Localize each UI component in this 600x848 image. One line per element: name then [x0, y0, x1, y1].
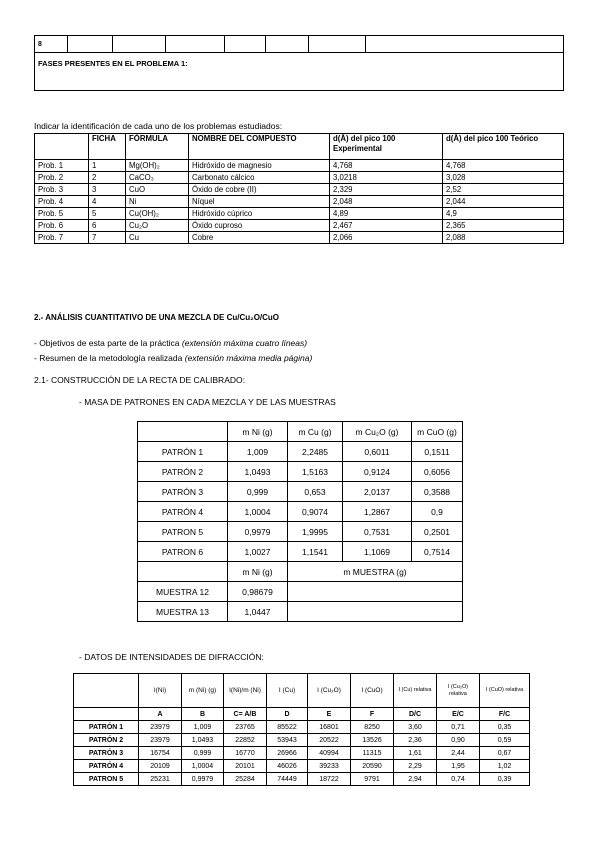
table-row [74, 760, 530, 773]
cell: 0,999 [228, 482, 288, 502]
code-cell: D [267, 708, 308, 721]
cell: 39233 [308, 760, 351, 773]
cell: 0,7531 [343, 522, 412, 542]
table-row [35, 172, 564, 184]
cell: 1,61 [394, 747, 437, 760]
table-row [35, 196, 564, 208]
header-cell: I (Cu) [267, 674, 308, 708]
cell: 0,74 [437, 773, 480, 786]
header-cell [35, 134, 89, 160]
cell: 85522 [267, 721, 308, 734]
table-row [138, 522, 463, 542]
cell: PATRON 5 [74, 773, 139, 786]
cell: 1,0004 [228, 502, 288, 522]
empty-cell [166, 36, 225, 53]
cell: PATRÓN 2 [74, 734, 139, 747]
cell: 23765 [224, 721, 267, 734]
header-cell: d(Å) del pico 100 Teórico [443, 134, 564, 160]
cell: PATRON 5 [138, 522, 228, 542]
header-cell: I (Cu₂O) relativa [437, 674, 480, 708]
cell: 2,52 [443, 184, 564, 196]
table-row [74, 734, 530, 747]
cell: Carbonato cálcico [189, 172, 330, 184]
cell: 4,89 [330, 208, 443, 220]
table-row [74, 721, 530, 734]
empty-cell [366, 36, 564, 53]
header-cell: m MUESTRA (g) [288, 562, 463, 582]
table-header-row [138, 422, 463, 442]
cell: Cu [126, 232, 189, 244]
cell: Prob. 4 [35, 196, 89, 208]
cell: Ni [126, 196, 189, 208]
code-cell: F [351, 708, 394, 721]
table-header-row [35, 134, 564, 160]
empty-cell [225, 36, 266, 53]
header-cell [138, 422, 228, 442]
cell: 2,0137 [343, 482, 412, 502]
code-cell: F/C [480, 708, 530, 721]
cell: 1,0004 [182, 760, 224, 773]
cell: Cobre [189, 232, 330, 244]
table-row [138, 582, 463, 602]
header-cell: m Cu (g) [288, 422, 343, 442]
cell: 2,44 [437, 747, 480, 760]
cell: 26966 [267, 747, 308, 760]
table-row [35, 184, 564, 196]
cell: 4,768 [330, 160, 443, 172]
cell: 0,9979 [228, 522, 288, 542]
cell: 2,467 [330, 220, 443, 232]
row-number-cell: 8 [35, 36, 68, 53]
cell: 3 [89, 184, 126, 196]
cell: 20522 [308, 734, 351, 747]
cell: 1,0027 [228, 542, 288, 562]
header-cell: FÓRMULA [126, 134, 189, 160]
header-cell: d(Å) del pico 100 Experimental [330, 134, 443, 160]
cell: 1,95 [437, 760, 480, 773]
cell: MUESTRA 12 [138, 582, 228, 602]
header-cell: I(Ni) [139, 674, 182, 708]
cell: PATRÓN 1 [138, 442, 228, 462]
cell: 0,59 [480, 734, 530, 747]
code-cell [74, 708, 139, 721]
identification-intro: Indicar la identificación de cada uno de los problemas estudiados: [34, 121, 283, 131]
cell: 0,71 [437, 721, 480, 734]
cell: 3,028 [443, 172, 564, 184]
cell: 1,9995 [288, 522, 343, 542]
cell: PATRÓN 3 [74, 747, 139, 760]
code-cell: B [182, 708, 224, 721]
cell: MUESTRA 13 [138, 602, 228, 622]
empty-cell [309, 36, 366, 53]
table-row [35, 160, 564, 172]
cell: 1,0493 [228, 462, 288, 482]
cell: 13526 [351, 734, 394, 747]
objectives-line [34, 338, 307, 348]
cell: 2,088 [443, 232, 564, 244]
objectives-text: - Objetivos de esta parte de la práctica [34, 338, 182, 348]
table-row [74, 747, 530, 760]
cell: PATRON 6 [138, 542, 228, 562]
section-title: 2.- ANÁLISIS CUANTITATIVO DE UNA MEZCLA DE Cu/Cu₂O/CuO [34, 313, 280, 322]
header-cell: NOMBRE DEL COMPUESTO [189, 134, 330, 160]
cell: Prob. 2 [35, 172, 89, 184]
diffraction-heading: - DATOS DE INTENSIDADES DE DIFRACCIÓN: [79, 652, 264, 662]
cell: 0,7514 [412, 542, 463, 562]
subsection-title: 2.1- CONSTRUCCIÓN DE LA RECTA DE CALIBRADO: [34, 375, 245, 385]
identification-table [34, 133, 564, 244]
cell: 1 [89, 160, 126, 172]
cell: 23979 [139, 721, 182, 734]
cell: 2,044 [443, 196, 564, 208]
cell: Prob. 1 [35, 160, 89, 172]
cell: 1,5163 [288, 462, 343, 482]
cell: Hidróxido cúprico [189, 208, 330, 220]
cell: 40994 [308, 747, 351, 760]
table-header-row [74, 674, 530, 708]
header-cell: m (Ni) (g) [182, 674, 224, 708]
cell: 20590 [351, 760, 394, 773]
cell: 0,9124 [343, 462, 412, 482]
diffraction-table [73, 673, 530, 786]
header-cell: I(Ni)/m (Ni) [224, 674, 267, 708]
cell: 2,048 [330, 196, 443, 208]
cell: 1,009 [228, 442, 288, 462]
cell: 1,2867 [343, 502, 412, 522]
cell: 2,365 [443, 220, 564, 232]
cell: Prob. 5 [35, 208, 89, 220]
header-cell: I (Cu₂O) [308, 674, 351, 708]
cell: 0,98679 [228, 582, 288, 602]
methodology-note: (extensión máxima media página) [184, 353, 313, 363]
cell: 3,0218 [330, 172, 443, 184]
cell: 6 [89, 220, 126, 232]
cell: 0,67 [480, 747, 530, 760]
cell: 20101 [224, 760, 267, 773]
cell: 2,36 [394, 734, 437, 747]
cell: Níquel [189, 196, 330, 208]
cell: 5 [89, 208, 126, 220]
header-cell: I (CuO) [351, 674, 394, 708]
cell: 16754 [139, 747, 182, 760]
cell: 1,02 [480, 760, 530, 773]
phases-label: FASES PRESENTES EN EL PROBLEMA 1: [35, 53, 564, 91]
methodology-line [34, 353, 312, 363]
cell [288, 582, 463, 602]
cell: 2,94 [394, 773, 437, 786]
cell: Cu(OH)₂ [126, 208, 189, 220]
cell: Prob. 3 [35, 184, 89, 196]
cell: Prob. 6 [35, 220, 89, 232]
cell: PATRÓN 1 [74, 721, 139, 734]
cell: Óxido cuproso [189, 220, 330, 232]
code-cell: D/C [394, 708, 437, 721]
cell: PATRÓN 3 [138, 482, 228, 502]
code-cell: A [139, 708, 182, 721]
cell: 0,39 [480, 773, 530, 786]
cell: 8250 [351, 721, 394, 734]
header-cell: I (Cu) relativa [394, 674, 437, 708]
table-row [138, 482, 463, 502]
cell: CuO [126, 184, 189, 196]
cell: Óxido de cobre (II) [189, 184, 330, 196]
sample-header-row [138, 562, 463, 582]
cell: 0,9 [412, 502, 463, 522]
table-row [74, 773, 530, 786]
cell: 53943 [267, 734, 308, 747]
cell: 46026 [267, 760, 308, 773]
code-row [74, 708, 530, 721]
mass-table [137, 421, 463, 622]
table-row [138, 462, 463, 482]
cell: 1,1541 [288, 542, 343, 562]
cell: 1,009 [182, 721, 224, 734]
cell: 16801 [308, 721, 351, 734]
cell: 74449 [267, 773, 308, 786]
empty-cell [113, 36, 166, 53]
cell: 0,6011 [343, 442, 412, 462]
top-table [34, 35, 564, 91]
cell: 4,768 [443, 160, 564, 172]
code-cell: E/C [437, 708, 480, 721]
table-row [138, 602, 463, 622]
cell: CaCO₃ [126, 172, 189, 184]
cell [288, 602, 463, 622]
cell: Mg(OH)₂ [126, 160, 189, 172]
header-cell [138, 562, 228, 582]
code-cell: C= A/B [224, 708, 267, 721]
mass-heading: - MASA DE PATRONES EN CADA MEZCLA Y DE LAS MUESTRAS [79, 397, 336, 407]
table-row [35, 232, 564, 244]
header-cell: FICHA [89, 134, 126, 160]
cell: 0,6056 [412, 462, 463, 482]
empty-cell [266, 36, 309, 53]
table-row [138, 442, 463, 462]
methodology-text: - Resumen de la metodología realizada [34, 353, 185, 363]
cell: 18722 [308, 773, 351, 786]
cell: 4,9 [443, 208, 564, 220]
cell: 3,60 [394, 721, 437, 734]
cell: 9791 [351, 773, 394, 786]
cell: 0,9979 [182, 773, 224, 786]
cell: 0,999 [182, 747, 224, 760]
cell: 7 [89, 232, 126, 244]
header-cell: I (CuO) relativa [480, 674, 530, 708]
table-row [35, 208, 564, 220]
cell: PATRÓN 4 [74, 760, 139, 773]
cell: Hidróxido de magnesio [189, 160, 330, 172]
cell: 2,2485 [288, 442, 343, 462]
cell: 0,1511 [412, 442, 463, 462]
header-cell [74, 674, 139, 708]
cell: 2,29 [394, 760, 437, 773]
table-row [138, 502, 463, 522]
cell: 0,2501 [412, 522, 463, 542]
cell: 2,329 [330, 184, 443, 196]
cell: 23979 [139, 734, 182, 747]
cell: 20109 [139, 760, 182, 773]
cell: 0,9074 [288, 502, 343, 522]
cell: 16770 [224, 747, 267, 760]
table-row [138, 542, 463, 562]
header-cell: m Cu₂O (g) [343, 422, 412, 442]
cell: Prob. 7 [35, 232, 89, 244]
cell: 2,066 [330, 232, 443, 244]
cell: 1,0493 [182, 734, 224, 747]
cell: 25231 [139, 773, 182, 786]
cell: 0,653 [288, 482, 343, 502]
code-cell: E [308, 708, 351, 721]
cell: 11315 [351, 747, 394, 760]
table-row [35, 220, 564, 232]
cell: 0,3588 [412, 482, 463, 502]
cell: 2 [89, 172, 126, 184]
cell: 0,90 [437, 734, 480, 747]
cell: 1,1069 [343, 542, 412, 562]
cell: 22852 [224, 734, 267, 747]
header-cell: m Ni (g) [228, 422, 288, 442]
header-cell: m Ni (g) [228, 562, 288, 582]
header-cell: m CuO (g) [412, 422, 463, 442]
cell: 4 [89, 196, 126, 208]
cell: Cu₂O [126, 220, 189, 232]
cell: PATRÓN 2 [138, 462, 228, 482]
cell: 0,35 [480, 721, 530, 734]
cell: PATRÓN 4 [138, 502, 228, 522]
empty-cell [68, 36, 113, 53]
cell: 25284 [224, 773, 267, 786]
cell: 1,0447 [228, 602, 288, 622]
objectives-note: (extensión máxima cuatro líneas) [181, 338, 308, 348]
